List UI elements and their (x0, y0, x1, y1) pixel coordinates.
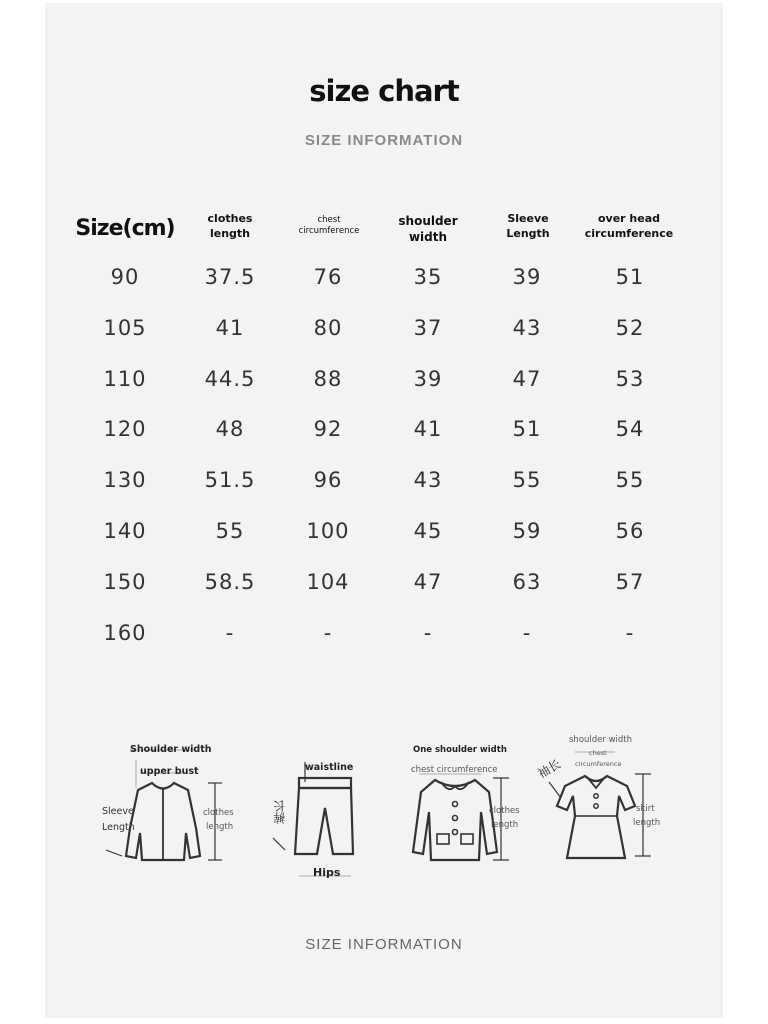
cell-shoulder: 41 (413, 417, 443, 442)
cell-shoulder: 37 (413, 315, 443, 340)
table-header (0, 200, 768, 260)
pants-diagram (265, 758, 365, 883)
cell-chest: 92 (313, 417, 343, 442)
header-shoulder (398, 213, 457, 245)
page-subtitle: SIZE INFORMATION (304, 132, 464, 149)
cell-shoulder: - (423, 620, 433, 645)
table-row (0, 367, 768, 407)
cell-sleeve: 63 (512, 569, 542, 594)
header-head-line1: over head (597, 212, 661, 225)
cell-clothes-length: 51.5 (204, 468, 256, 493)
cell-shoulder: 39 (413, 366, 443, 391)
cell-head: 57 (615, 569, 645, 594)
table-row (0, 570, 768, 610)
table-row (0, 519, 768, 559)
cell-size: 120 (103, 417, 147, 442)
cell-head: 54 (615, 417, 645, 442)
cell-sleeve: 55 (512, 468, 542, 493)
cell-sleeve: 43 (512, 315, 542, 340)
header-shoulder-line1: shoulder (398, 214, 458, 228)
cell-chest: 80 (313, 315, 343, 340)
table-row (0, 468, 768, 508)
cell-sleeve: 47 (512, 366, 542, 391)
top-label-chest: chest circumference (411, 765, 498, 775)
cell-head: 52 (615, 315, 645, 340)
cell-chest: 104 (306, 569, 350, 594)
cell-size: 140 (103, 519, 147, 543)
header-sleeve-line1: Sleeve (507, 212, 549, 225)
dress-label-chest-2: circumference (575, 760, 622, 768)
jacket-label-sleeve-2: Length (102, 822, 135, 833)
jacket-diagram (100, 738, 235, 868)
header-size: Size(cm) (75, 216, 175, 241)
cell-clothes-length: 58.5 (204, 569, 256, 594)
cell-chest: 96 (313, 468, 343, 493)
page-title: size chart (309, 74, 459, 108)
jacket-label-length-2: length (206, 822, 234, 832)
cell-head: - (625, 620, 635, 645)
cell-head: 55 (615, 468, 645, 493)
header-shoulder-line2: width (408, 230, 448, 245)
cell-sleeve: 39 (512, 265, 542, 289)
header-clothes-length (208, 212, 253, 242)
cell-chest: 100 (306, 519, 350, 543)
cell-shoulder: 35 (413, 265, 443, 289)
cell-head: 51 (615, 265, 645, 289)
blouse-icon (405, 742, 530, 867)
jacket-label-bust: upper bust (140, 766, 199, 777)
cell-shoulder: 45 (413, 519, 443, 543)
dress-label-chest-1: chest (589, 749, 607, 757)
dress-label-skirt-2: length (633, 818, 661, 828)
dress-label-shoulder: shoulder width (569, 735, 633, 745)
pants-label-length: 裤长 (273, 800, 287, 824)
jacket-label-length-1: clothes (203, 808, 234, 818)
header-head-line2: circumference (584, 226, 674, 240)
cell-sleeve: 51 (512, 417, 542, 442)
header-chest-line1: chest (317, 215, 341, 225)
top-label-length-2: length (491, 820, 519, 830)
cell-chest: 76 (313, 265, 343, 289)
header-chest (299, 215, 360, 238)
cell-head: 56 (615, 519, 645, 543)
cell-clothes-length: 48 (215, 417, 245, 442)
cell-chest: - (323, 620, 333, 645)
dress-diagram (535, 732, 665, 862)
header-clothes-length-line2: length (209, 226, 251, 240)
header-head (585, 212, 673, 242)
dress-label-sleeve: 袖长 (535, 756, 564, 781)
table-row (0, 265, 768, 305)
cell-clothes-length: 55 (215, 519, 245, 543)
cell-size: 110 (103, 366, 147, 391)
cell-size: 160 (103, 620, 147, 645)
page-footer: SIZE INFORMATION (305, 936, 463, 953)
header-chest-line2: circumference (298, 226, 360, 237)
jacket-label-shoulder: Shoulder width (130, 744, 212, 755)
dress-label-skirt-1: skirt (636, 804, 655, 814)
cell-clothes-length: 41 (215, 315, 245, 340)
header-clothes-length-line1: clothes (207, 212, 253, 225)
pants-label-hips: Hips (313, 866, 341, 879)
cell-sleeve: 59 (512, 519, 542, 543)
cell-shoulder: 43 (413, 468, 443, 493)
top-label-shoulder: One shoulder width (413, 745, 507, 755)
cell-size: 130 (103, 468, 147, 493)
jacket-label-sleeve-1: Sleeve (102, 806, 134, 817)
header-sleeve (506, 212, 549, 242)
cell-clothes-length: - (225, 620, 235, 645)
top-diagram (405, 742, 530, 867)
pants-label-waist: waistline (305, 762, 354, 773)
table-row (0, 417, 768, 457)
cell-size: 150 (103, 569, 147, 594)
cell-sleeve: - (522, 620, 532, 645)
cell-clothes-length: 37.5 (204, 265, 256, 289)
table-row (0, 621, 768, 661)
cell-shoulder: 47 (413, 569, 443, 594)
cell-head: 53 (615, 366, 645, 391)
jacket-icon (100, 738, 235, 868)
cell-clothes-length: 44.5 (204, 366, 256, 391)
cell-size: 105 (103, 315, 147, 340)
table-row (0, 316, 768, 356)
header-sleeve-line2: Length (506, 226, 550, 240)
cell-size: 90 (110, 265, 140, 289)
cell-chest: 88 (313, 366, 343, 391)
top-label-length-1: clothes (489, 806, 520, 816)
